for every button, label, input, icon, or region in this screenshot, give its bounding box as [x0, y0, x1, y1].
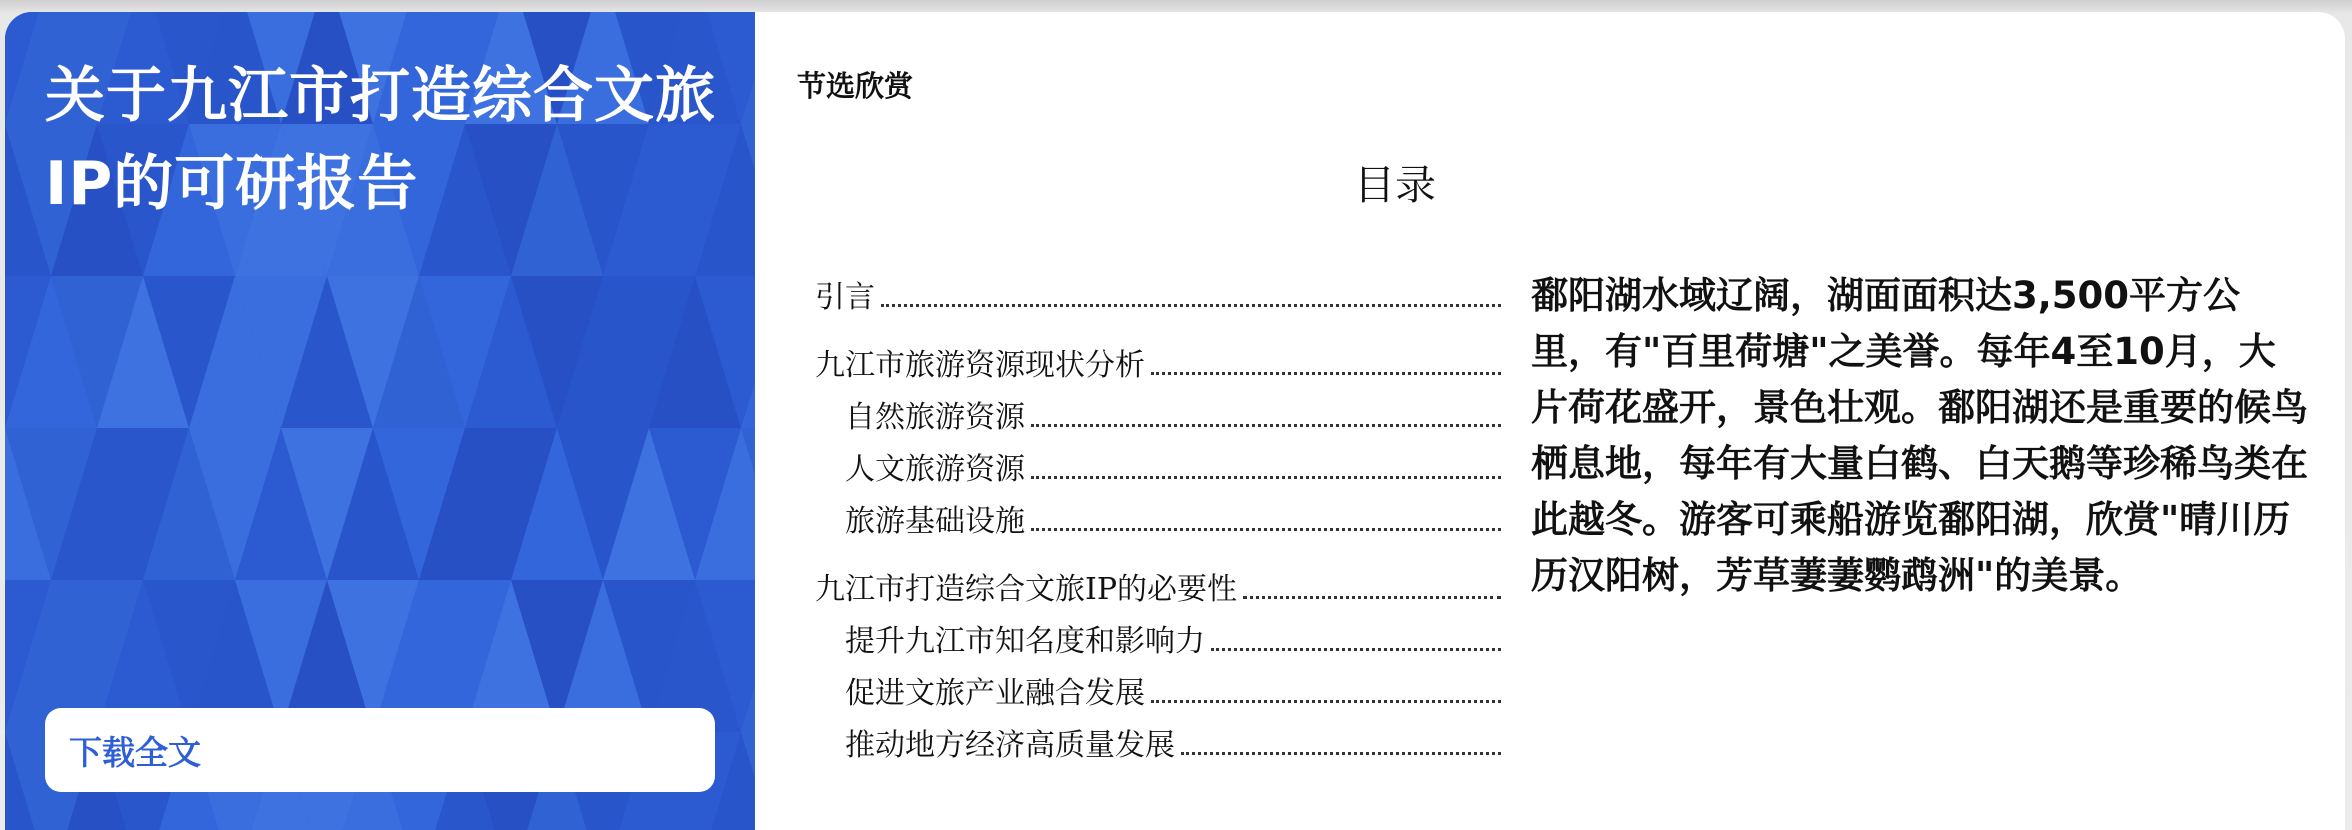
toc-dot-leader: [1151, 372, 1501, 375]
toc-entry: [815, 340, 1501, 384]
toc-entry: [845, 616, 1501, 660]
toc-entry-label: 推动地方经济高质量发展: [845, 728, 1175, 763]
toc-entry-label: 提升九江市知名度和影响力: [845, 624, 1205, 659]
toc-entry: [845, 496, 1501, 540]
excerpt-paragraph: 鄱阳湖水域辽阔，湖面面积达3,500平方公里，有"百里荷塘"之美誉。每年4至10月，大片荷花盛开，景色壮观。鄱阳湖还是重要的候鸟栖息地，每年有大量白鹤、白天鹅等珍稀鸟类在此越冬。游客可乘船游览鄱阳湖，欣赏"晴川历历汉阳树，芳草萋萋鹦鹉洲"的美景。: [1531, 274, 2308, 597]
toc-dot-leader: [1181, 752, 1501, 755]
toc-entry: [845, 720, 1501, 764]
document-card: [5, 12, 2345, 830]
toc-dot-leader: [1151, 700, 1501, 703]
toc-entry-label: 旅游基础设施: [845, 504, 1025, 539]
toc-entry: [815, 272, 1501, 316]
toc-entry: [845, 668, 1501, 712]
toc-dot-leader: [1243, 596, 1501, 599]
toc-entry-label: 促进文旅产业融合发展: [845, 676, 1145, 711]
toc-entry-label: 自然旅游资源: [845, 400, 1025, 435]
toc-entry-label: 九江市旅游资源现状分析: [815, 348, 1145, 383]
toc-entry-label: 九江市打造综合文旅IP的必要性: [815, 572, 1238, 607]
toc-title: 目录: [1354, 161, 1436, 209]
toc-dot-leader: [1211, 648, 1501, 651]
toc-entry: [845, 392, 1501, 436]
toc-entry-label: 引言: [815, 280, 875, 315]
toc-entry-label: 人文旅游资源: [845, 452, 1025, 487]
toc-dot-leader: [1031, 476, 1501, 479]
toc-dot-leader: [881, 304, 1501, 307]
toc-dot-leader: [1031, 528, 1501, 531]
excerpt-section-label: 节选欣赏: [797, 69, 914, 103]
document-title: 关于九江市打造综合文旅IP的可研报告: [45, 61, 716, 219]
cover-panel: [5, 12, 755, 830]
toc-dot-leader: [1031, 424, 1501, 427]
download-full-text-button[interactable]: 下载全文: [45, 708, 715, 792]
toc-entry: [815, 564, 1501, 608]
toc-entry: [845, 444, 1501, 488]
